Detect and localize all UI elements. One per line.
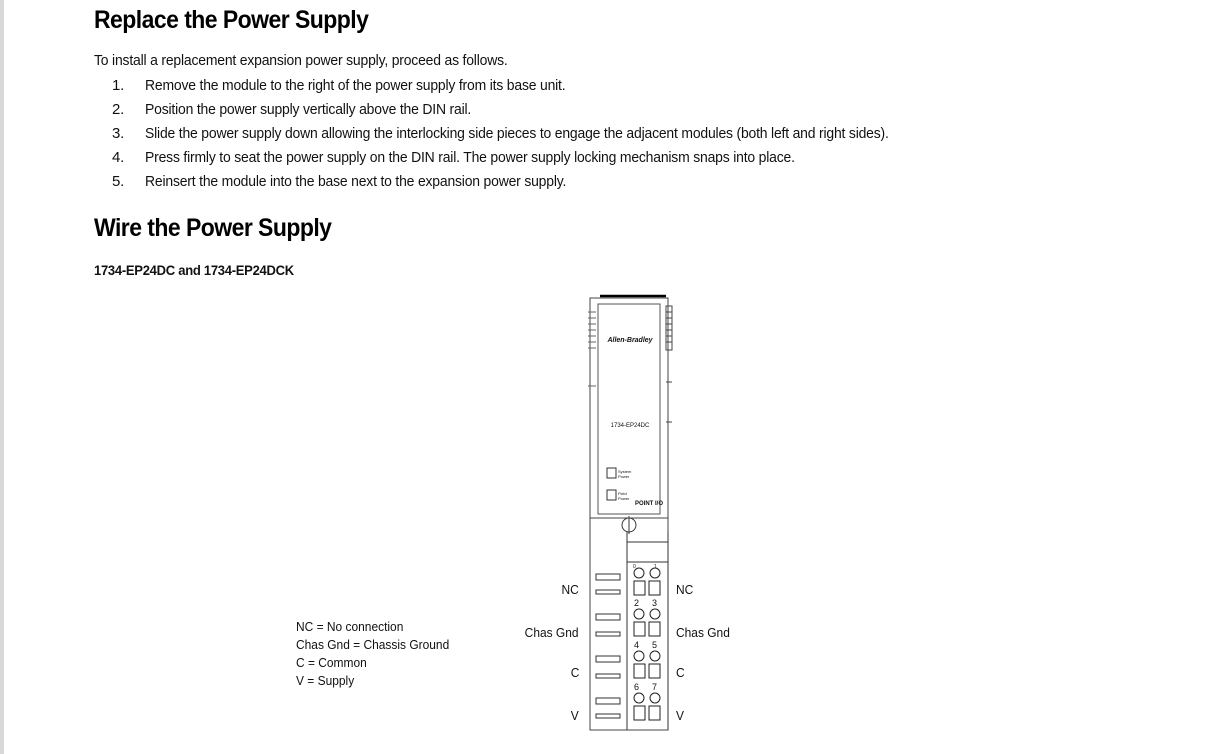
terminal-number: 2 <box>634 598 640 608</box>
step-text: Slide the power supply down allowing the interlocking side pieces to engage the adjacent modules (both left and right sides). <box>145 125 889 142</box>
step-number: 4. <box>112 149 125 166</box>
field-power-label-1: Field <box>618 491 627 496</box>
terminal-number: 4 <box>634 640 640 650</box>
terminal-number: 3 <box>652 598 658 608</box>
step-text: Position the power supply vertically above the DIN rail. <box>145 101 472 118</box>
wire-label-left-common: C <box>570 665 579 680</box>
step-text: Reinsert the module into the base next to the expansion power supply. <box>145 173 567 190</box>
terminal-number: 7 <box>652 682 658 692</box>
wire-label-right-common: C <box>676 665 685 680</box>
terminal-number: 0 <box>633 564 636 570</box>
legend-item: V = Supply <box>296 673 355 688</box>
module-brand: Allen-Bradley <box>607 337 653 344</box>
terminal-number: 5 <box>652 640 658 650</box>
wire-subtitle: 1734-EP24DC and 1734-EP24DCK <box>94 262 294 278</box>
page-left-border <box>0 0 4 754</box>
system-power-label-2: Power <box>618 474 630 479</box>
section-title-wire: Wire the Power Supply <box>94 214 332 242</box>
wire-label-left-chas-gnd: Chas Gnd <box>525 625 579 640</box>
replace-intro-text: To install a replacement expansion power supply, proceed as follows. <box>94 52 508 69</box>
point-io-logo: POINT I/O <box>635 501 664 507</box>
legend-item: Chas Gnd = Chassis Ground <box>296 637 450 652</box>
step-number: 2. <box>112 101 125 118</box>
wire-label-left-nc: NC <box>561 582 579 597</box>
terminal-number: 1 <box>654 564 657 570</box>
field-power-label-2: Power <box>618 496 630 501</box>
terminal-number: 6 <box>634 682 640 692</box>
step-text: Remove the module to the right of the power supply from its base unit. <box>145 77 566 94</box>
power-supply-diagram <box>580 292 680 734</box>
module-model: 1734-EP24DC <box>610 423 650 429</box>
system-power-label-1: System <box>618 469 632 474</box>
wire-label-right-nc: NC <box>676 582 694 597</box>
step-text: Press firmly to seat the power supply on the DIN rail. The power supply locking mechanism snaps into place. <box>145 149 795 166</box>
abbreviation-legend <box>296 618 449 690</box>
legend-item: NC = No connection <box>296 619 404 634</box>
step-number: 3. <box>112 125 125 142</box>
wire-label-right-chas-gnd: Chas Gnd <box>676 625 730 640</box>
legend-item: C = Common <box>296 655 367 670</box>
wire-label-left-supply: V <box>571 708 579 723</box>
step-number: 1. <box>112 77 125 94</box>
step-number: 5. <box>112 173 125 190</box>
section-title-replace: Replace the Power Supply <box>94 6 369 34</box>
wire-label-right-supply: V <box>676 708 684 723</box>
